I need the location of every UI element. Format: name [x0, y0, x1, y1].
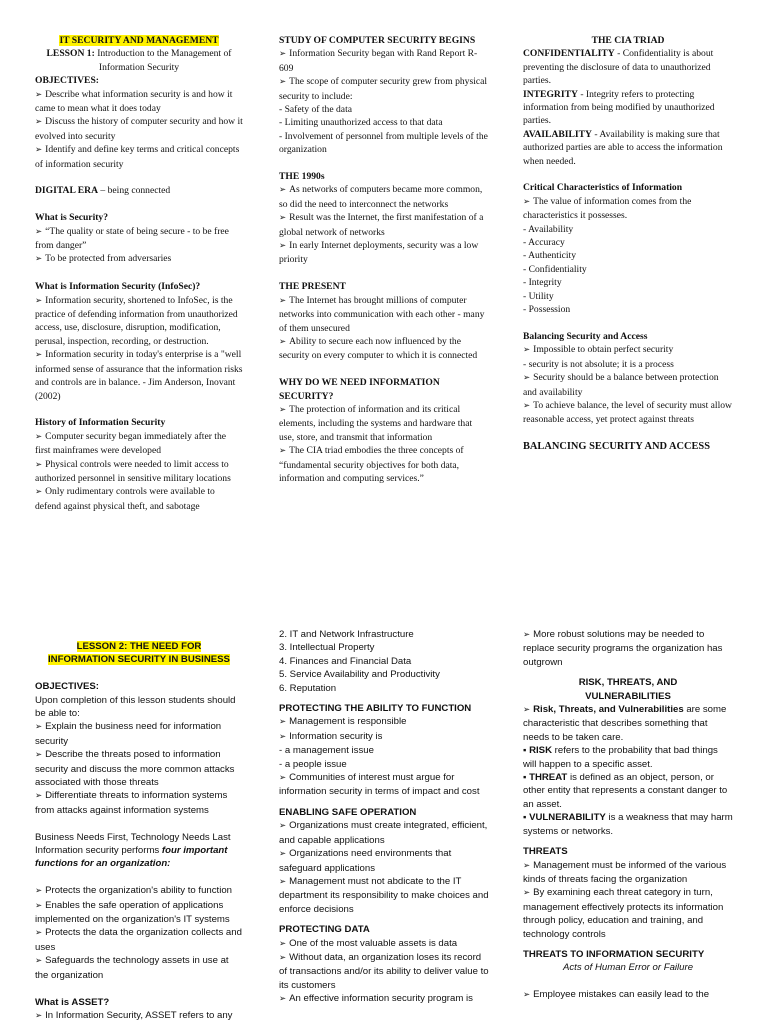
arrow-bullet-icon: ➢	[35, 928, 43, 939]
arrow-bullet-icon: ➢	[523, 400, 531, 411]
balance-caps-heading: BALANCING SECURITY AND ACCESS	[523, 441, 710, 453]
arrow-bullet-icon: ➢	[35, 1010, 43, 1021]
arrow-bullet-icon: ➢	[523, 860, 531, 871]
column-3-top	[523, 34, 733, 454]
column-1-top	[35, 34, 243, 513]
rtv-heading: RISK, THREATS, AND	[578, 677, 678, 689]
list-item: ➢ The scope of computer security grew from physical security to include:	[279, 76, 488, 102]
list-item: ➢ Identify and define key terms and critical concepts of information security	[35, 144, 240, 170]
list-item: ➢ Protects the organization's ability to function	[35, 885, 233, 897]
sub-item: - a people issue	[279, 758, 347, 770]
nineties-heading: THE 1990s	[279, 171, 325, 183]
arrow-bullet-icon: ➢	[279, 773, 287, 784]
sub-item: - security is not absolute; it is a process	[523, 358, 674, 370]
sub-item: - Limiting unauthorized access to that data	[279, 117, 443, 129]
numbered-item: 5. Service Availability and Productivity	[279, 669, 440, 681]
security-heading: What is Security?	[35, 212, 109, 224]
sub-item: - Integrity	[523, 277, 562, 289]
list-item: ➢ In early Internet deployments, security was a low priority	[279, 240, 479, 266]
arrow-bullet-icon: ➢	[279, 336, 287, 347]
arrow-bullet-icon: ➢	[523, 196, 531, 207]
arrow-bullet-icon: ➢	[35, 254, 43, 265]
square-bullet-icon: ▪	[523, 772, 527, 784]
arrow-bullet-icon: ➢	[35, 117, 43, 128]
list-item: ➢ Information security, shortened to InfoSec, is the practice of defending information from unauthorized access, use, disclosure, disruption, modification, perusal, inspection, recording, or destruction.	[35, 294, 238, 347]
list-item: ➢ Ability to secure each now influenced by the security on every computer to which it is connected	[279, 335, 478, 362]
list-item: ➢ The protection of information and its critical elements, including the systems and hardware that use, store, and transmit that information	[279, 403, 473, 443]
arrow-bullet-icon: ➢	[35, 431, 43, 442]
sub-item: - Safety of the data	[279, 104, 352, 116]
column-2-bottom	[279, 628, 489, 1007]
list-item: ➢ The Internet has brought millions of computer networks into communication with each other - many of them unsecured	[279, 294, 485, 334]
arrow-bullet-icon: ➢	[35, 791, 43, 802]
cia-item: CONFIDENTIALITY - Confidentiality is about preventing the disclosure of data to unauthorized parties.	[523, 48, 714, 87]
arrow-bullet-icon: ➢	[279, 77, 287, 88]
objectives-heading: OBJECTIVES:	[35, 681, 99, 693]
arrow-bullet-icon: ➢	[279, 731, 287, 742]
arrow-bullet-icon: ➢	[279, 876, 287, 887]
arrow-bullet-icon: ➢	[35, 145, 43, 156]
arrow-bullet-icon: ➢	[35, 750, 43, 761]
list-item: ➢ Result was the Internet, the first manifestation of a global network of networks	[279, 212, 484, 238]
list-item: ➢ Organizations need environments that safeguard applications	[279, 848, 452, 874]
list-item: ➢ Discuss the history of computer security and how it evolved into security	[35, 116, 243, 142]
list-item: ➢ As networks of computers became more common, so did the need to interconnect the networks	[279, 184, 483, 210]
tti-heading: THREATS TO INFORMATION SECURITY	[523, 948, 705, 960]
asset-heading: What is ASSET?	[35, 996, 110, 1008]
square-bullet-icon: ▪	[523, 812, 527, 824]
arrow-bullet-icon: ➢	[279, 821, 287, 832]
tti-subheading: Acts of Human Error or Failure	[562, 962, 694, 974]
list-item: ➢ Information security is	[279, 730, 383, 742]
why-heading: WHY DO WE NEED INFORMATION SECURITY?	[279, 377, 440, 402]
list-item: ➢ Differentiate threats to information systems from attacks against information systems	[35, 790, 228, 816]
numbered-item: 6. Reputation	[279, 682, 337, 694]
enabling-heading: ENABLING SAFE OPERATION	[279, 806, 417, 818]
sub-item: - Confidentiality	[523, 263, 587, 275]
list-item: ➢ More robust solutions may be needed to replace security programs the organization has outgrown	[523, 629, 723, 668]
list-item: ➢ By examining each threat category in turn, management effectively protects its information through policy, education and training, and technology controls	[523, 887, 724, 940]
list-item: ➢ Management must not abdicate to the IT department its responsibility to make choices and enforce decisions	[279, 875, 489, 915]
arrow-bullet-icon: ➢	[35, 459, 43, 470]
history-heading: History of Information Security	[35, 417, 166, 429]
list-item: ➢ Describe what information security is and how it came to mean what it does today	[35, 88, 233, 115]
arrow-bullet-icon: ➢	[279, 213, 287, 224]
list-item: ➢ Physical controls were needed to limit access to authorized personnel in sensitive military locations	[35, 458, 231, 484]
list-item: ➢ Communities of interest must argue for information security in terms of impact and cost	[279, 772, 480, 798]
sub-item: - Utility	[523, 290, 554, 302]
arrow-bullet-icon: ➢	[35, 900, 43, 911]
rtv-heading-line-2: VULNERABILITIES	[585, 690, 671, 702]
list-item: ➢ Information security in today's enterprise is a "well informed sense of assurance that the information risks and controls are in balance. - Jim Anderson, Inovant (2002)	[35, 349, 243, 402]
study-heading: STUDY OF COMPUTER SECURITY BEGINS	[279, 35, 476, 46]
definition-item: ▪ VULNERABILITY is a weakness that may harm systems or networks.	[523, 812, 733, 837]
list-item: ➢ Employee mistakes can easily lead to the	[523, 989, 710, 1001]
business-needs-line: Business Needs First, Technology Needs Last	[35, 831, 231, 843]
list-item: ➢ Without data, an organization loses its record of transactions and/or its ability to deliver value to its customers	[279, 951, 489, 991]
sub-item: - Possession	[523, 304, 571, 316]
list-item: ➢ Describe the threats posed to information security and discuss the more common attacks associated with those threats	[35, 749, 235, 789]
arrow-bullet-icon: ➢	[523, 705, 531, 716]
cia-item: INTEGRITY - Integrity refers to protecting information from being modified by unauthorized parties.	[523, 88, 715, 127]
data-heading: PROTECTING DATA	[279, 924, 370, 936]
list-item: ➢ Protects the data the organization collects and uses	[35, 927, 242, 953]
definition-item: ▪ RISK refers to the probability that bad things will happen to a specific asset.	[523, 745, 718, 770]
list-item: ➢ Organizations must create integrated, efficient, and capable applications	[279, 820, 488, 846]
arrow-bullet-icon: ➢	[279, 241, 287, 252]
list-item: ➢ One of the most valuable assets is data	[279, 937, 458, 949]
numbered-item: 4. Finances and Financial Data	[279, 655, 412, 667]
arrow-bullet-icon: ➢	[35, 487, 43, 498]
present-heading: THE PRESENT	[279, 281, 346, 293]
column-1-bottom	[35, 640, 243, 1023]
doc-title: IT SECURITY AND MANAGEMENT	[59, 35, 219, 46]
arrow-bullet-icon: ➢	[279, 952, 287, 963]
lesson-1-heading: LESSON 1: Introduction to the Management of Information Security	[46, 48, 232, 73]
lesson-2-heading: LESSON 2: THE NEED FOR	[76, 641, 202, 652]
cia-item: AVAILABILITY - Availability is making sure that authorized parties are able to access the information when needed.	[523, 128, 723, 167]
list-item: ➢ Impossible to obtain perfect security	[523, 344, 674, 356]
sub-item: - Involvement of personnel from multiple levels of the organization	[279, 130, 488, 156]
list-item: ➢ In Information Security, ASSET refers to any	[35, 1009, 233, 1021]
arrow-bullet-icon: ➢	[523, 888, 531, 899]
numbered-item: 2. IT and Network Infrastructure	[279, 629, 414, 640]
list-item: ➢ The CIA triad embodies the three concepts of “fundamental security objectives for both data, information and computing services.”	[279, 445, 464, 484]
list-item: ➢ Management must be informed of the various kinds of threats facing the organization	[523, 859, 727, 885]
lesson-2-heading-line-2: INFORMATION SECURITY IN BUSINESS	[48, 654, 230, 666]
arrow-bullet-icon: ➢	[279, 295, 287, 306]
list-item: ➢ “The quality or state of being secure - to be free from danger”	[35, 225, 229, 252]
critical-heading: Critical Characteristics of Information	[523, 182, 683, 194]
list-item: ➢ To achieve balance, the level of security must allow reasonable access, yet protect against threats	[523, 399, 732, 426]
arrow-bullet-icon: ➢	[523, 373, 531, 384]
arrow-bullet-icon: ➢	[35, 89, 43, 100]
definition-item: ▪ THREAT is defined as an object, person, or other entity that represents a constant danger to an asset.	[523, 772, 728, 810]
arrow-bullet-icon: ➢	[279, 446, 287, 457]
cia-heading: THE CIA TRIAD	[591, 35, 665, 46]
balance-heading: Balancing Security and Access	[523, 330, 648, 342]
list-item: ➢ The value of information comes from the characteristics it possesses.	[523, 195, 692, 222]
list-item: ➢ Information Security began with Rand Report R-609	[279, 48, 478, 74]
sub-item: - Authenticity	[523, 250, 577, 262]
arrow-bullet-icon: ➢	[279, 49, 287, 60]
performs-line: Information security performs four important functions for an organization:	[35, 845, 228, 870]
digital-era-line: DIGITAL ERA – being connected	[35, 185, 171, 197]
infosec-heading: What is Information Security (InfoSec)?	[35, 281, 201, 293]
arrow-bullet-icon: ➢	[279, 994, 287, 1005]
list-item: ➢ Risk, Threats, and Vulnerabilities are some characteristic that describes something that needs to be taken care.	[523, 704, 727, 743]
arrow-bullet-icon: ➢	[35, 226, 43, 237]
list-item: ➢ Only rudimentary controls were available to defend against physical theft, and sabotage	[35, 486, 215, 512]
arrow-bullet-icon: ➢	[523, 345, 531, 356]
list-item: ➢ Security should be a balance between protection and availability	[523, 372, 719, 398]
arrow-bullet-icon: ➢	[35, 886, 43, 897]
list-item: ➢ To be protected from adversaries	[35, 253, 172, 265]
sub-item: - Accuracy	[523, 237, 565, 249]
arrow-bullet-icon: ➢	[35, 295, 43, 306]
list-item: ➢ An effective information security program is	[279, 993, 473, 1005]
list-item: ➢ Computer security began immediately after the first mainframes were developed	[35, 430, 227, 457]
square-bullet-icon: ▪	[523, 745, 527, 757]
arrow-bullet-icon: ➢	[279, 185, 287, 196]
arrow-bullet-icon: ➢	[279, 717, 287, 728]
list-item: ➢ Explain the business need for information security	[35, 721, 222, 747]
threats-heading: THREATS	[523, 846, 568, 858]
protect-heading: PROTECTING THE ABILITY TO FUNCTION	[279, 703, 472, 715]
list-item: ➢ Management is responsible	[279, 716, 407, 728]
arrow-bullet-icon: ➢	[279, 938, 287, 949]
arrow-bullet-icon: ➢	[523, 630, 531, 640]
arrow-bullet-icon: ➢	[35, 722, 43, 733]
objectives-intro: Upon completion of this lesson students should be able to:	[35, 694, 236, 720]
column-2-top	[279, 34, 489, 485]
sub-item: - a management issue	[279, 745, 374, 757]
sub-item: - Availability	[523, 223, 574, 235]
arrow-bullet-icon: ➢	[35, 956, 43, 967]
arrow-bullet-icon: ➢	[279, 404, 287, 415]
objectives-heading: OBJECTIVES:	[35, 75, 99, 87]
arrow-bullet-icon: ➢	[523, 990, 531, 1001]
list-item: ➢ Safeguards the technology assets in use at the organization	[35, 955, 229, 981]
list-item: ➢ Enables the safe operation of applications implemented on the organization's IT systems	[35, 899, 230, 926]
arrow-bullet-icon: ➢	[279, 849, 287, 860]
arrow-bullet-icon: ➢	[35, 350, 43, 361]
numbered-item: 3. Intellectual Property	[279, 642, 375, 654]
column-3-bottom	[523, 628, 733, 1003]
